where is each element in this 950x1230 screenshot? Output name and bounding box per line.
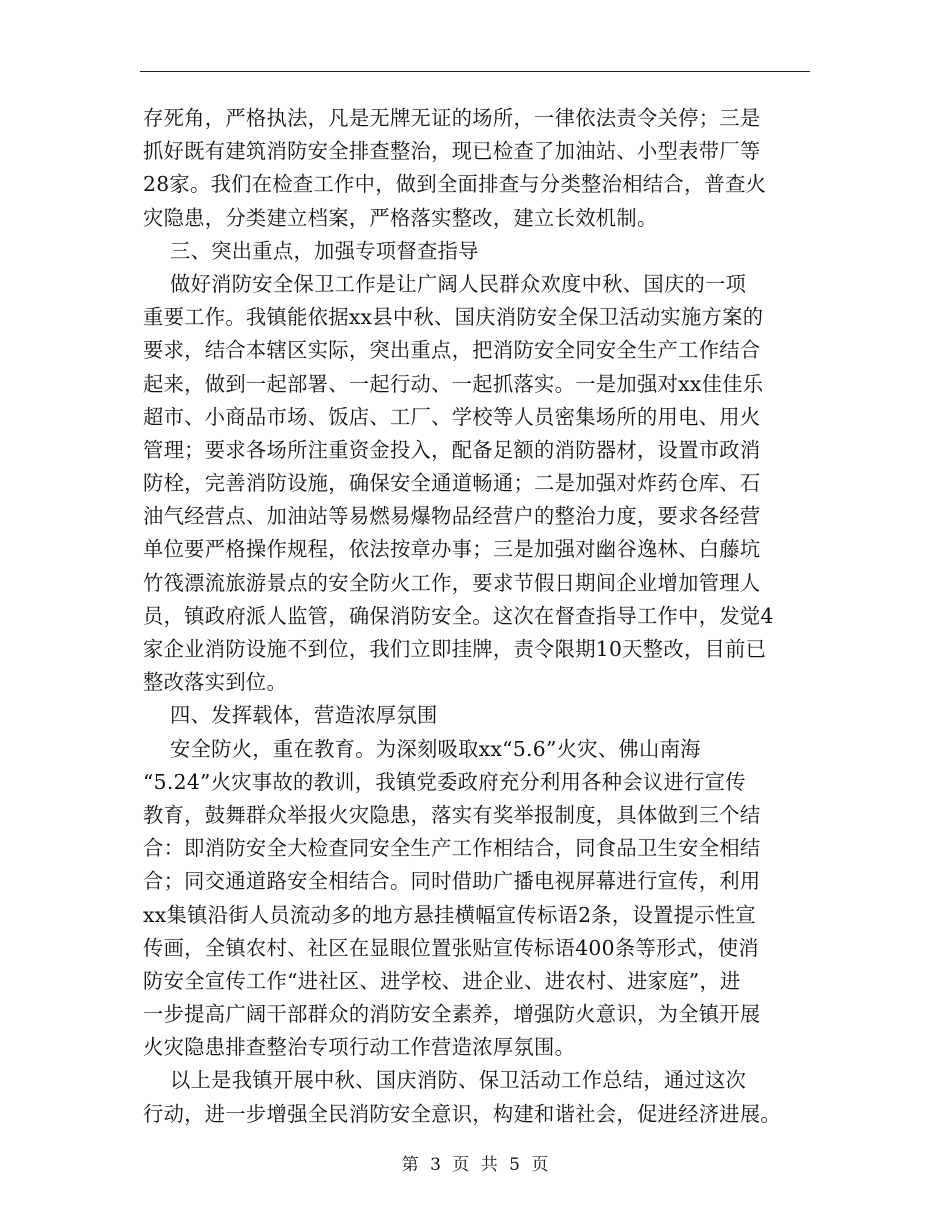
text-line: 起来，做到一起部署、一起行动、一起抓落实。一是加强对xx佳佳乐: [143, 371, 764, 396]
text-line: 合；同交通道路安全相结合。同时借助广播电视屏幕进行宣传，利用: [143, 869, 761, 894]
document-body: [143, 102, 813, 1131]
text-line: 一步提高广阔干部群众的消防安全素养，增强防火意识，为全镇开展: [143, 1002, 761, 1027]
text-line: 防栓，完善消防设施，确保安全通道畅通；二是加强对炸药仓库、石: [143, 471, 761, 496]
text-line: 安全防火，重在教育。为深刻吸取xx“5.6”火灾、佛山南海: [143, 736, 701, 761]
text-line: 灾隐患，分类建立档案，严格落实整改，建立长效机制。: [143, 205, 658, 230]
text-line: 管理；要求各场所注重资金投入，配备足额的消防器材，设置市政消: [143, 437, 761, 462]
text-line: 防安全宣传工作“进社区、进学校、进企业、进农村、进家庭”，进: [143, 968, 741, 993]
text-line: xx集镇沿街人员流动多的地方悬挂横幅宣传标语2条，设置提示性宣: [143, 902, 756, 927]
text-line: 做好消防安全保卫工作是让广阔人民群众欢度中秋、国庆的一项: [143, 271, 747, 296]
text-line: 教育，鼓舞群众举报火灾隐患，落实有奖举报制度，具体做到三个结: [143, 802, 761, 827]
text-line: 火灾隐患排查整治专项行动工作营造浓厚氛围。: [143, 1035, 576, 1060]
text-line: 要求，结合本辖区实际，突出重点，把消防安全同安全生产工作结合: [143, 338, 761, 363]
text-line: 竹筏漂流旅游景点的安全防火工作，要求节假日期间企业增加管理人: [143, 570, 761, 595]
text-line: 油气经营点、加油站等易燃易爆物品经营户的整治力度，要求各经营: [143, 504, 761, 529]
text-line: 单位要严格操作规程，依法按章办事；三是加强对幽谷逸林、白藤坑: [143, 537, 761, 562]
text-line: 家企业消防设施不到位，我们立即挂牌，责令限期10天整改，目前已: [143, 637, 767, 661]
page-number-footer: 第 3 页 共 5 页: [401, 1155, 549, 1175]
text-line: 超市、小商品市场、饭店、工厂、学校等人员密集场所的用电、用火: [143, 404, 761, 429]
text-line: 传画，全镇农村、社区在显眼位置张贴宣传标语400条等形式，使消: [143, 935, 759, 960]
text-line: 重要工作。我镇能依据xx县中秋、国庆消防安全保卫活动实施方案的: [143, 305, 764, 330]
text-line: 28家。我们在检查工作中，做到全面排查与分类整治相结合，普查火: [143, 172, 767, 197]
section-heading: 三、突出重点，加强专项督查指导: [143, 238, 479, 263]
text-line: 抓好既有建筑消防安全排查整治，现已检查了加油站、小型表带厂等: [143, 139, 761, 164]
text-line: 存死角，严格执法，凡是无牌无证的场所，一律依法责令关停；三是: [143, 106, 761, 130]
text-line: 合：即消防安全大检查同安全生产工作相结合，同食品卫生安全相结: [143, 836, 761, 861]
text-line: 整改落实到位。: [143, 670, 288, 695]
header-rule: [140, 71, 810, 72]
text-line: 以上是我镇开展中秋、国庆消防、保卫活动工作总结，通过这次: [143, 1068, 747, 1093]
text-line: “5.24”火灾事故的教训，我镇党委政府充分利用各种会议进行宣传: [143, 769, 746, 794]
section-heading: 四、发挥载体，营造浓厚氛围: [143, 703, 438, 728]
text-line: 员，镇政府派人监管，确保消防安全。这次在督查指导工作中，发觉4: [143, 603, 774, 628]
text-line: 行动，进一步增强全民消防安全意识，构建和谐社会，促进经济进展。: [143, 1101, 782, 1126]
